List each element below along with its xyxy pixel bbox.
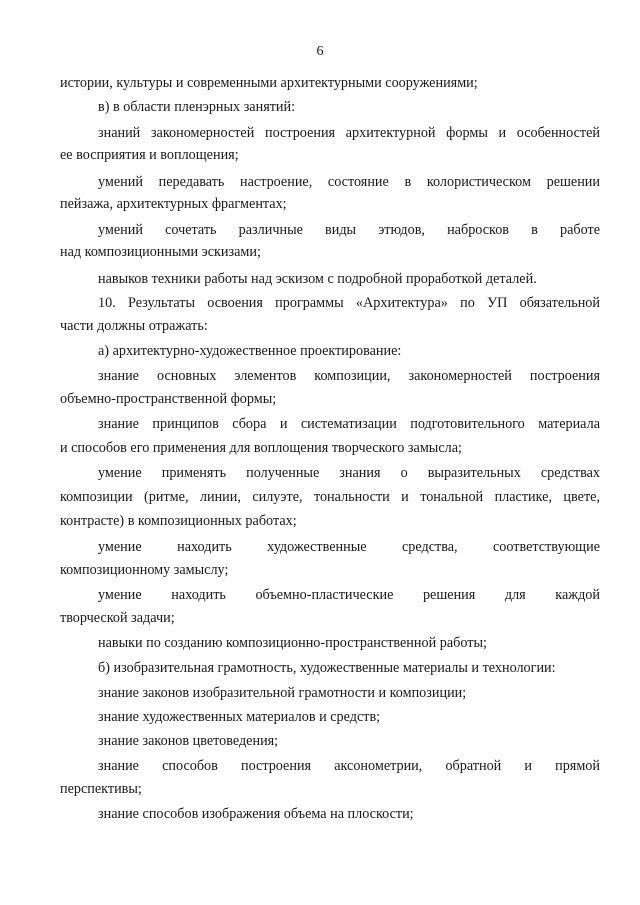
text-line: перспективы; xyxy=(60,781,142,797)
text-line: над композиционными эскизами; xyxy=(60,244,261,260)
text-line: знание законов изобразительной грамотности и композиции; xyxy=(98,685,467,701)
text-line: знание основных элементов композиции, закономерностей построения xyxy=(98,368,600,384)
text-line: б) изобразительная грамотность, художественные материалы и технологии: xyxy=(98,660,556,676)
text-line: умение применять полученные знания о выразительных средствах xyxy=(98,465,600,481)
page-number: 6 xyxy=(316,44,324,59)
text-line: навыки по созданию композиционно-пространственной работы; xyxy=(98,635,487,651)
text-line: знаний закономерностей построения архитектурной формы и особенностей xyxy=(98,125,600,141)
text-line: части должны отражать: xyxy=(60,318,208,334)
text-line: а) архитектурно-художественное проектирование: xyxy=(98,343,402,359)
text-line: контрасте) в композиционных работах; xyxy=(60,513,297,529)
text-line: знание способов изображения объема на плоскости; xyxy=(98,806,414,822)
text-line: пейзажа, архитектурных фрагментах; xyxy=(60,196,287,212)
text-line: композиции (ритме, линии, силуэте, тональности и тональной пластике, цвете, xyxy=(60,489,600,505)
text-line: истории, культуры и современными архитектурными сооружениями; xyxy=(60,75,478,91)
text-line: объемно-пространственной формы; xyxy=(60,391,277,407)
text-line: навыков техники работы над эскизом с подробной проработкой деталей. xyxy=(98,271,537,287)
text-line: умение находить художественные средства, соответствующие xyxy=(98,539,600,555)
text-line: знание способов построения аксонометрии, обратной и прямой xyxy=(98,758,600,774)
text-line: знание художественных материалов и средств; xyxy=(98,709,381,725)
text-line: и способов его применения для воплощения творческого замысла; xyxy=(60,440,462,456)
text-line: знание законов цветоведения; xyxy=(98,733,279,749)
text-line: умение находить объемно-пластические решения для каждой xyxy=(98,587,600,603)
text-line: умений сочетать различные виды этюдов, набросков в работе xyxy=(98,222,600,238)
text-line: композиционному замыслу; xyxy=(60,562,229,578)
text-line: знание принципов сбора и систематизации подготовительного материала xyxy=(98,416,600,432)
text-line: умений передавать настроение, состояние в колористическом решении xyxy=(98,174,600,190)
text-line: ее восприятия и воплощения; xyxy=(60,147,239,163)
text-line: 10. Результаты освоения программы «Архитектура» по УП обязательной xyxy=(98,295,600,311)
text-line: творческой задачи; xyxy=(60,610,175,626)
text-line: в) в области пленэрных занятий: xyxy=(98,99,296,115)
